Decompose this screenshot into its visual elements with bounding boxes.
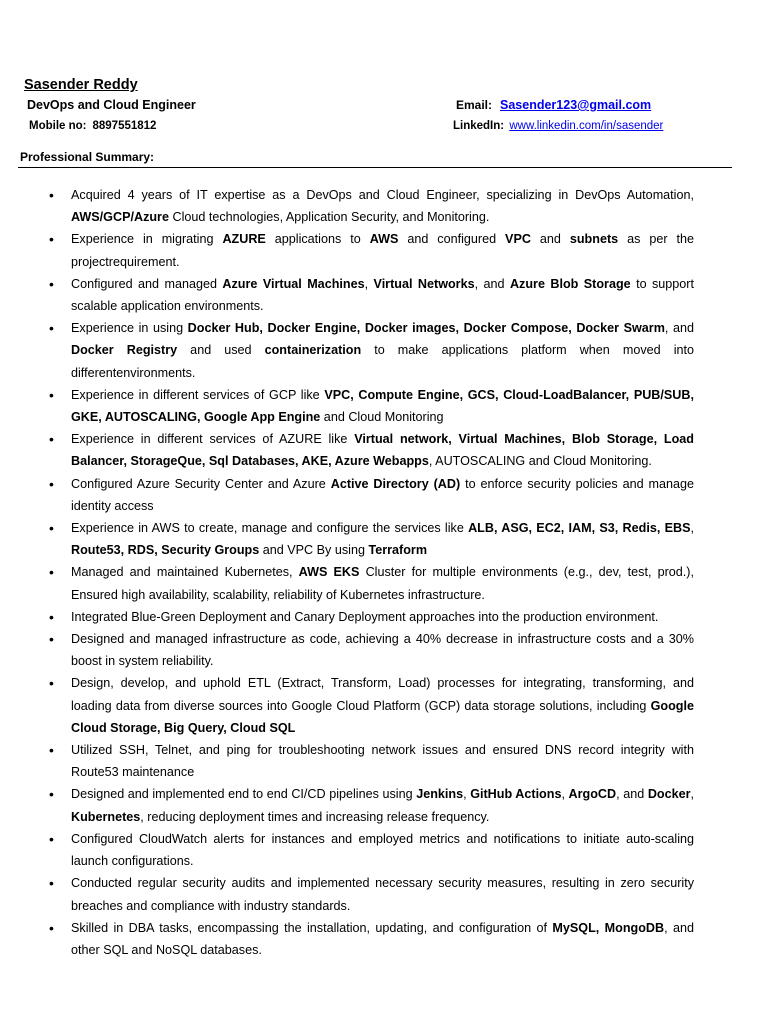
summary-keyword: Azure Virtual Machines [222,276,365,291]
summary-keyword: VPC, Compute Engine, GCS, Cloud-LoadBalancer, PUB/SUB, GKE, AUTOSCALING, Google App Engine [71,387,694,425]
summary-keyword: containerization [264,343,362,358]
summary-text: , and [664,321,694,336]
summary-text: Configured and managed [71,276,223,291]
summary-item [71,628,694,672]
summary-text: applications to [265,232,370,247]
summary-item [71,273,694,317]
summary-item [71,739,694,783]
summary-keyword: Docker Registry [71,343,178,358]
summary-text: Cloud technologies, Application Security, and Monitoring. [168,210,490,225]
summary-keyword: AWS/GCP/Azure [71,210,169,225]
mobile-label: Mobile no: [29,120,87,132]
summary-keyword: Jenkins [416,787,464,802]
summary-text: , and [474,276,510,291]
summary-item [71,606,694,628]
email-label: Email: [456,98,493,112]
job-title: DevOps and Cloud Engineer [27,98,196,112]
summary-keyword: MySQL, MongoDB [552,920,665,935]
section-divider [18,167,732,168]
summary-keyword: Docker [647,787,691,802]
summary-keyword: Active Directory (AD) [330,476,461,491]
summary-item [71,384,694,428]
summary-text: Integrated Blue-Green Deployment and Canary Deployment approaches into the production environment. [71,609,659,624]
summary-text: Designed and managed infrastructure as code, achieving a 40% decrease in infrastructure costs and a 30% boost in system reliability. [71,632,694,669]
summary-item [71,184,694,228]
summary-item [71,517,694,561]
linkedin-line [453,120,663,132]
summary-text: Experience in migrating [71,232,223,247]
summary-item [71,561,694,605]
summary-item [71,917,694,961]
summary-keyword: Azure Blob Storage [509,276,631,291]
summary-item [71,828,694,872]
summary-text: and VPC By using [259,543,369,558]
summary-text: as per the projectrequirement. [71,232,694,269]
summary-text: , and other SQL and NoSQL databases. [71,920,694,957]
summary-text: to support scalable application environments. [71,276,695,314]
summary-text: , [463,787,471,802]
summary-item [71,672,694,739]
summary-text: to make applications platform when moved into differentenvironments. [71,343,694,380]
summary-text: Acquired 4 years of IT expertise as a DevOps and Cloud Engineer, specializing in DevOps Automation, [71,188,694,202]
summary-keyword: Docker Hub, Docker Engine, Docker images, Docker Compose, Docker Swarm [187,321,665,336]
summary-keyword: Terraform [368,543,428,558]
summary-keyword: AZURE [222,232,266,247]
summary-keyword: Virtual Networks [373,276,475,291]
summary-keyword: subnets [569,232,619,247]
summary-item [71,317,694,384]
summary-text: and [530,232,570,247]
mobile-number: 8897551812 [92,120,157,132]
summary-text: Design, develop, and uphold ETL (Extract, Transform, Load) processes for integrating, transforming, and loading data from diverse sources into Google Cloud Platform (GCP) data storage solutions, including [71,676,694,713]
summary-text: Experience in different services of GCP like [71,387,325,402]
summary-text: , and [616,787,648,802]
summary-text: , reducing deployment times and increasing release frequency. [140,809,490,824]
linkedin-link[interactable]: www.linkedin.com/in/sasender [509,120,664,132]
summary-text: Experience in AWS to create, manage and configure the services like [71,521,469,536]
summary-item [71,872,694,916]
summary-keyword: Route53, RDS, Security Groups [71,543,260,558]
summary-text: Configured CloudWatch alerts for instances and employed metrics and notifications to initiate auto-scaling launch configurations. [71,831,694,869]
summary-text: Cluster for multiple environments (e.g., dev, test, prod.), Ensured high availability, scalability, reliability of Kubernetes infrastructure. [71,565,694,602]
summary-text: Managed and maintained Kubernetes, [71,565,299,580]
summary-item [71,428,694,472]
summary-keyword: VPC [505,232,531,247]
summary-text: Designed and implemented end to end CI/CD pipelines using [71,787,417,802]
summary-text: Experience in using [71,321,188,336]
summary-text: and configured [398,232,506,247]
mobile-line [29,120,156,132]
summary-text: , AUTOSCALING and Cloud Monitoring. [428,454,652,469]
summary-text: , [561,787,569,802]
summary-keyword: ALB, ASG, EC2, IAM, S3, Redis, EBS [468,521,691,536]
summary-item [71,228,694,272]
summary-text: Experience in different services of AZURE like [71,432,355,447]
summary-text: , [364,276,374,291]
summary-text: and used [177,343,265,358]
summary-keyword: ArgoCD [568,787,617,802]
summary-text: Conducted regular security audits and implemented necessary security measures, resulting in zero security breaches and compliance with industry standards. [71,876,694,913]
summary-text: , [690,787,695,802]
section-title-professional-summary: Professional Summary: [20,150,155,164]
summary-keyword: AWS EKS [298,565,360,580]
summary-text: Configured Azure Security Center and Azure [71,476,331,491]
email-link[interactable]: Sasender123@gmail.com [500,98,652,112]
candidate-name: Sasender Reddy [24,77,138,93]
summary-keyword: Virtual network, Virtual Machines, Blob Storage, Load Balancer, StorageQue, Sql Databases, AKE, Azure Webapps [71,432,694,469]
summary-text: Skilled in DBA tasks, encompassing the installation, updating, and configuration of [71,920,553,935]
summary-item [71,783,694,827]
summary-keyword: AWS [369,232,399,247]
summary-text: Utilized SSH, Telnet, and ping for troubleshooting network issues and ensured DNS record integrity with Route53 maintenance [71,743,694,780]
summary-text: to enforce security policies and manage identity access [71,476,694,513]
professional-summary-list [0,184,694,961]
summary-keyword: Kubernetes [71,809,141,824]
summary-item [71,473,694,517]
summary-text: and Cloud Monitoring [320,410,444,425]
email-line [456,98,651,112]
linkedin-label: LinkedIn: [453,120,505,132]
summary-keyword: Google Cloud Storage, Big Query, Cloud SQL [71,698,694,735]
summary-text: , [690,521,694,536]
summary-keyword: GitHub Actions [470,787,562,802]
